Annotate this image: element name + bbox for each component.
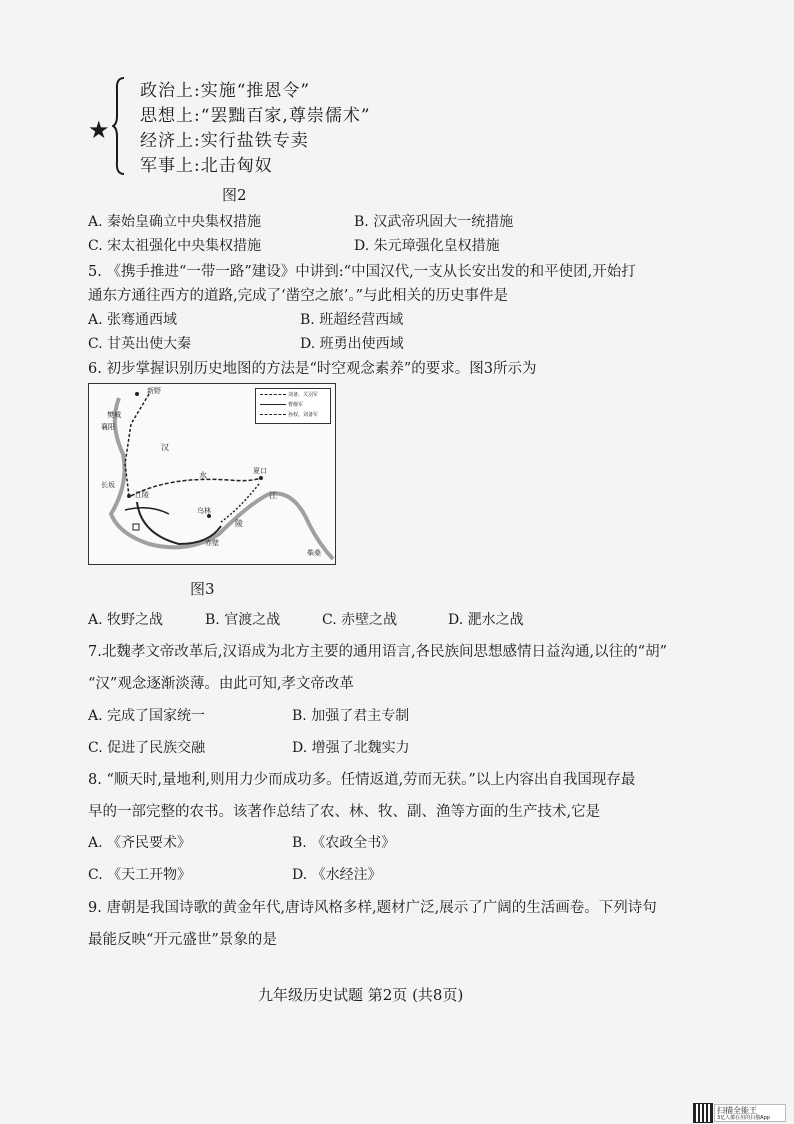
brace-icon <box>112 76 126 176</box>
q7-option-a: A. 完成了国家统一 <box>88 708 206 724</box>
map-label-shui: 水 <box>199 471 207 480</box>
map-label-chibi: 赤壁 <box>205 539 219 547</box>
fig2-line-thought: 思想上:“罢黜百家,尊崇儒术” <box>140 106 371 126</box>
star-icon: ★ <box>88 116 110 144</box>
q8-stem-line2: 早的一部完整的农书。该著作总结了农、林、牧、副、渔等方面的生产技术,它是 <box>88 804 601 820</box>
q8-option-c: C. 《天工开物》 <box>88 867 192 883</box>
scanner-watermark <box>714 1104 786 1122</box>
q6-option-a: A. 牧野之战 <box>88 612 164 628</box>
q5-stem-line1: 5. 《携手推进“一带一路”建设》中讲到:“中国汉代,一支从长安出发的和平使团,开始打 <box>88 264 636 280</box>
q9-stem-line1: 9. 唐朝是我国诗歌的黄金年代,唐诗风格多样,题材广泛,展示了广阔的生活画卷。下列诗句 <box>88 900 657 916</box>
q9-stem-line2: 最能反映“开元盛世”景象的是 <box>88 932 277 948</box>
map-label-changban: 长坂 <box>101 481 115 489</box>
figure-3-caption: 图3 <box>190 580 215 598</box>
figure-3-map <box>88 383 336 565</box>
page-footer: 九年级历史试题 第2页 (共8页) <box>258 986 464 1004</box>
q8-option-d: D. 《水经注》 <box>292 867 382 883</box>
map-label-xiakou: 夏口 <box>253 467 267 475</box>
map-label-jiang: 江 <box>269 491 277 500</box>
q6-option-b: B. 官渡之战 <box>205 612 281 628</box>
legend-item-liu-guan: 刘备、关羽军 <box>260 391 326 400</box>
legend-item-cao: 曹操军 <box>260 401 326 410</box>
map-legend <box>255 388 331 424</box>
map-label-han: 汉 <box>161 443 169 452</box>
fig2-line-politics: 政治上:实施“推恩令” <box>140 81 311 101</box>
map-label-jiangling: 江陵 <box>135 491 149 499</box>
fig2-line-military: 军事上:北击匈奴 <box>140 156 273 176</box>
q6-option-d: D. 淝水之战 <box>448 612 524 628</box>
fig2-line-economy: 经济上:实行盐铁专卖 <box>140 131 309 151</box>
map-label-chaisang: 柴桑 <box>307 549 321 557</box>
map-label-ling: 陵 <box>235 519 243 528</box>
q5-option-a: A. 张骞通西域 <box>88 312 178 328</box>
q8-option-b: B. 《农政全书》 <box>292 835 396 851</box>
figure-2 <box>88 58 468 178</box>
q7-option-d: D. 增强了北魏实力 <box>292 740 410 756</box>
q6-option-c: C. 赤壁之战 <box>322 612 398 628</box>
q5-option-d: D. 班勇出使西域 <box>300 336 404 352</box>
figure-2-caption: 图2 <box>222 186 247 204</box>
q6-stem: 6. 初步掌握识别历史地图的方法是“时空观念素养”的要求。图3所示为 <box>88 361 537 377</box>
q5-stem-line2: 通东方通往西方的道路,完成了‘凿空之旅’。”与此相关的历史事件是 <box>88 288 508 304</box>
q4-option-a: A. 秦始皇确立中央集权措施 <box>88 214 262 230</box>
q4-option-d: D. 朱元璋强化皇权措施 <box>354 238 500 254</box>
q7-stem-line2: “汉”观念逐渐淡薄。由此可知,孝文帝改革 <box>88 676 354 692</box>
q7-option-c: C. 促进了民族交融 <box>88 740 206 756</box>
q5-option-c: C. 甘英出使大秦 <box>88 336 192 352</box>
q4-option-b: B. 汉武帝巩固大一统措施 <box>354 214 514 230</box>
qr-code-icon <box>693 1103 713 1123</box>
q4-option-c: C. 宋太祖强化中央集权措施 <box>88 238 262 254</box>
q7-option-b: B. 加强了君主专制 <box>292 708 410 724</box>
q8-stem-line1: 8. “顺天时,量地利,则用力少而成功多。任情返道,劳而无获。”以上内容出自我国现存最 <box>88 772 636 788</box>
map-label-wulin: 乌林 <box>197 507 211 515</box>
q7-stem-line1: 7.北魏孝文帝改革后,汉语成为北方主要的通用语言,各民族间思想感情日益沟通,以往的“胡” <box>88 644 667 660</box>
legend-item-sun-liu: 孙权、刘备军 <box>260 411 326 420</box>
map-label-xinye: 新野 <box>147 387 161 395</box>
map-label-xiangyang: 襄阳 <box>101 423 115 431</box>
map-label-fancheng: 樊城 <box>107 411 121 419</box>
q5-option-b: B. 班超经营西域 <box>300 312 404 328</box>
watermark-sub: 3亿人都在用的扫描App <box>717 1115 770 1121</box>
watermark-brand: 扫描全能王 <box>717 1106 757 1115</box>
q8-option-a: A. 《齐民要术》 <box>88 835 192 851</box>
